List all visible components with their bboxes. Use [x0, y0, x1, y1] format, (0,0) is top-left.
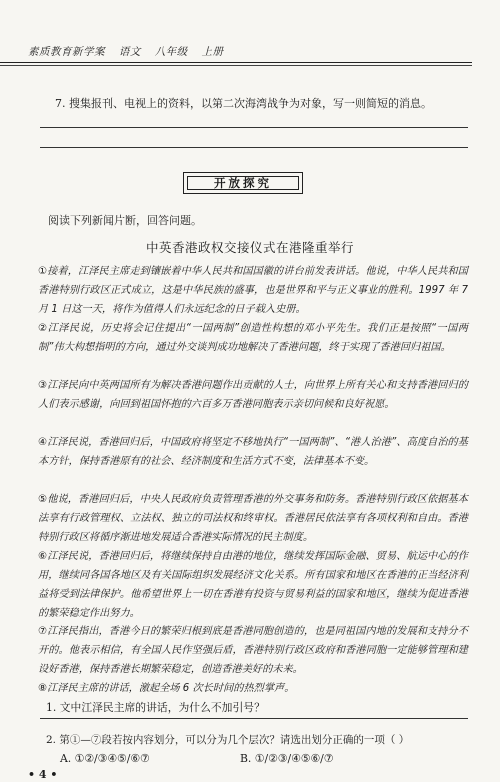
option-b: B. ①/②③/④⑤⑥/⑦ [240, 752, 334, 765]
answer-line [40, 147, 468, 148]
header-subject: 语文 [118, 46, 141, 58]
question-7: 7. 搜集报刊、电视上的资料，以第二次海湾战争为对象，写一则简短的消息。 [55, 97, 432, 110]
answer-line [40, 127, 468, 128]
paragraph-3: ③江泽民向中英两国所有为解决香港问题作出贡献的人士，向世界上所有关心和支持香港回归的人们表示感谢，向回到祖国怀抱的六百多万香港同胞表示亲切问候和良好祝愿。 [38, 380, 468, 410]
question-2: 2. 第①—⑦段若按内容划分，可以分为几个层次？请选出划分正确的一项（ ） [46, 734, 410, 746]
paragraph-8: ⑧江泽民主席的讲话，激起全场 6 次长时间的热烈掌声。 [38, 683, 295, 694]
header-volume: 上册 [201, 46, 224, 58]
header-rule [0, 62, 472, 63]
article-title: 中英香港政权交接仪式在港隆重举行 [145, 240, 354, 255]
answer-line [40, 718, 468, 719]
header-rule-thin [0, 65, 472, 66]
question-1: 1. 文中江泽民主席的讲话，为什么不加引号？ [46, 701, 265, 714]
paragraph-4: ④江泽民说，香港回归后，中国政府将坚定不移地执行“一国两制”、“港人治港”、高度自治的基本方针，保持香港原有的社会、经济制度和生活方式不变，法律基本不变。 [38, 437, 468, 467]
section-title: 开放探究 [183, 172, 303, 194]
option-a: A. ①②/③④⑤/⑥⑦ [60, 752, 150, 765]
paragraph-7: ⑦江泽民指出，香港今日的繁荣归根到底是香港同胞创造的，也是同祖国内地的发展和支持分不开的。他表示相信，有全国人民作坚强后盾，香港特别行政区政府和香港同胞一定能够管理和建设好香港，保持香港长期繁荣稳定，创造香港美好的未来。 [38, 626, 468, 675]
header-grade: 八年级 [154, 46, 188, 58]
paragraph-1: ①接着，江泽民主席走到镶嵌着中华人民共和国国徽的讲台前发表讲话。他说，中华人民共和国香港特别行政区正式成立，这是中华民族的盛事，也是世界和平与正义事业的胜利。1997 年 7 月 1 日这一天，将作为值得人们永远纪念的日子载入史册。 [38, 266, 468, 315]
running-header [28, 44, 234, 59]
paragraph-5: ⑤他说，香港回归后，中央人民政府负责管理香港的外交事务和防务。香港特别行政区依据基本法享有行政管理权、立法权、独立的司法权和终审权。香港居民依法享有各项权利和自由。香港特别行政区将循序渐进地发展适合香港实际情况的民主制度。 [38, 494, 468, 543]
page-number: • 4 • [28, 768, 58, 781]
paragraph-2: ②江泽民说，历史将会记住提出“一国两制”创造性构想的邓小平先生。我们正是按照“一国两制”伟大构想指明的方向，通过外交谈判成功地解决了香港问题，终于实现了香港回归祖国。 [38, 323, 468, 353]
header-series: 素质教育新学案 [28, 46, 105, 58]
paragraph-6: ⑥江泽民说，香港回归后，将继续保持自由港的地位，继续发挥国际金融、贸易、航运中心的作用，继续同各国各地区及有关国际组织发展经济文化关系。所有国家和地区在香港的正当经济利益将受到法律保护。他希望世界上一切在香港有投资与贸易利益的国家和地区，继续为促进香港的繁荣稳定作出努力。 [38, 551, 468, 619]
instruction: 阅读下列新闻片断，回答问题。 [48, 214, 202, 227]
